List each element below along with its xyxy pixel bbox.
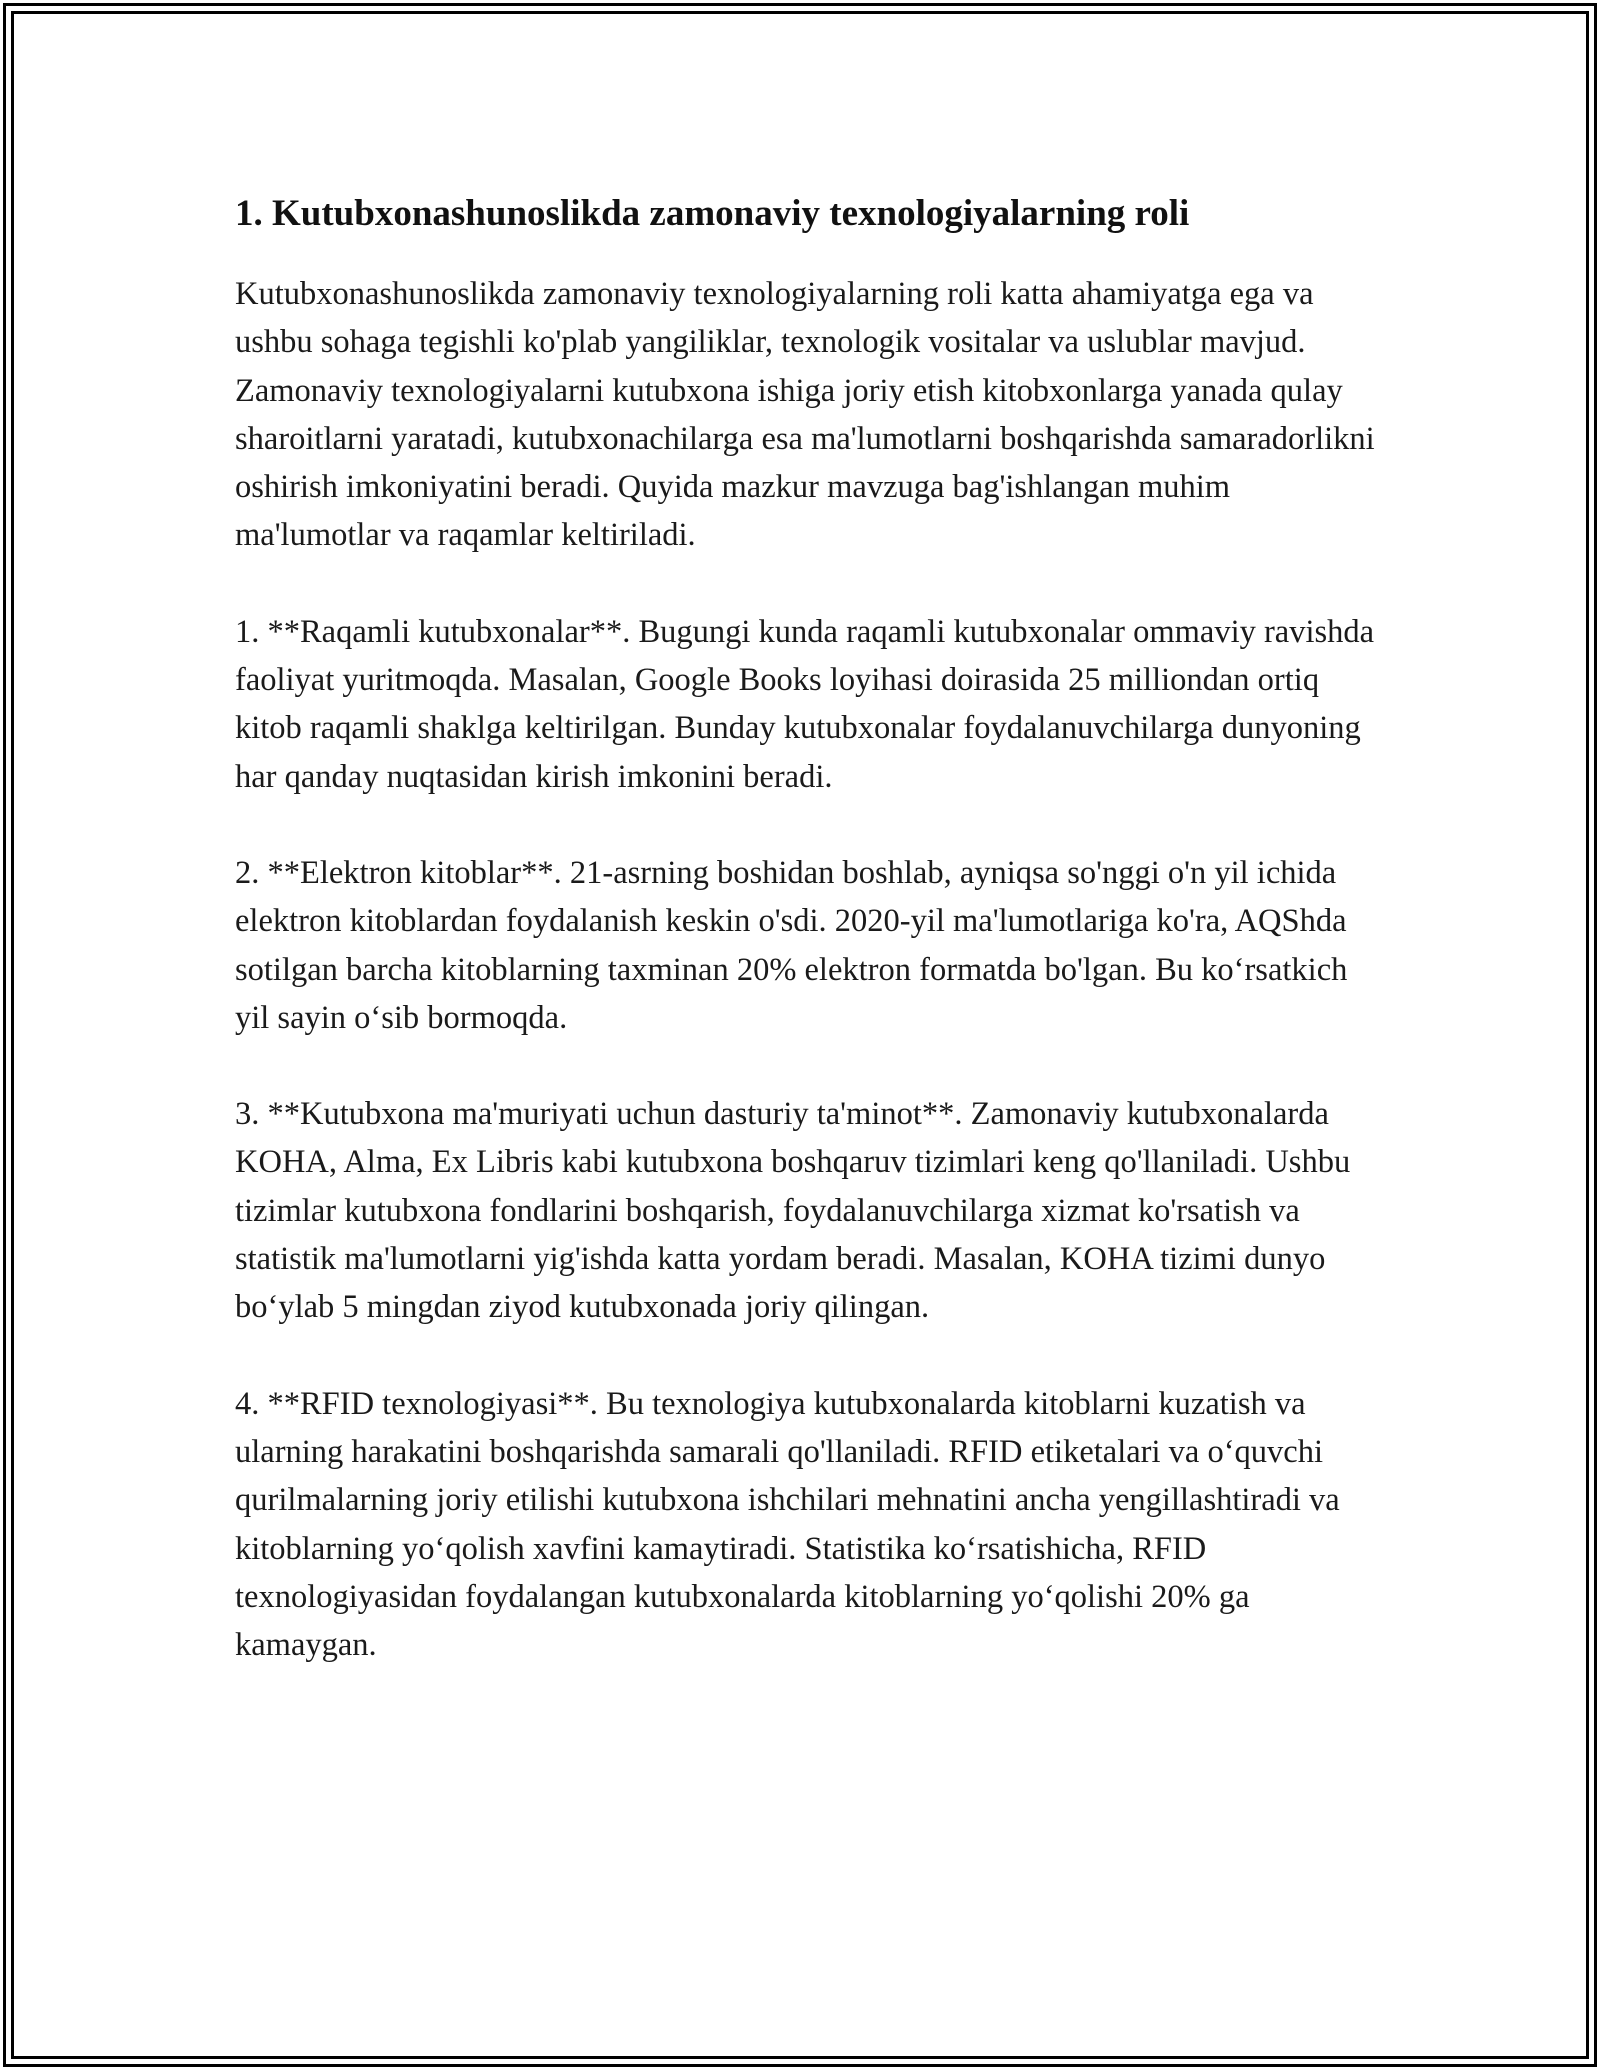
paragraph-library-software: 3. **Kutubxona ma'muriyati uchun dasturiy ta'minot**. Zamonaviy kutubxonalarda KOHA, Alma, Ex Libris kabi kutubxona boshqaruv tizimlari keng qo'llaniladi. Ushbu tizimlar kutubxona fondlarini boshqarish, foydalanuvchilarga xizmat ko'rsatish va statistik ma'lumotlarni yig'ishda katta yordam beradi. Masalan, KOHA tizimi dunyo bo‘ylab 5 mingdan ziyod kutubxonada joriy qilingan. [235, 1096, 1351, 1326]
paragraph-electronic-books: 2. **Elektron kitoblar**. 21-asrning boshidan boshlab, ayniqsa so'nggi o'n yil ichida elektron kitoblardan foydalanish keskin o'sdi. 2020-yil ma'lumotlariga ko'ra, AQShda sotilgan barcha kitoblarning taxminan 20% elektron formatda bo'lgan. Bu ko‘rsatkich yil sayin o‘sib bormoqda. [235, 854, 1348, 1036]
section-heading: 1. Kutubxonashunoslikda zamonaviy texnologiyalarning roli [235, 193, 1190, 234]
intro-paragraph: Kutubxonashunoslikda zamonaviy texnologiyalarning roli katta ahamiyatga ega va ushbu sohaga tegishli ko'plab yangiliklar, texnologik vositalar va uslublar mavjud. Zamonaviy texnologiyalarni kutubxona ishiga joriy etish kitobxonlarga yanada qulay sharoitlarni yaratadi, kutubxonachilarga esa ma'lumotlarni boshqarishda samaradorlikni oshirish imkoniyatini beradi. Quyida mazkur mavzuga bag'ishlangan muhim ma'lumotlar va raqamlar keltiriladi. [235, 276, 1375, 554]
paragraph-rfid-technology: 4. **RFID texnologiyasi**. Bu texnologiya kutubxonalarda kitoblarni kuzatish va ularning harakatini boshqarishda samarali qo'llaniladi. RFID etiketalari va o‘quvchi qurilmalarning joriy etilishi kutubxona ishchilari mehnatini ancha yengillashtiradi va kitoblarning yo‘qolish xavfini kamaytiradi. Statistika ko‘rsatishicha, RFID texnologiyasidan foydalangan kutubxonalarda kitoblarning yo‘qolishi 20% ga kamaygan. [235, 1385, 1340, 1664]
document-body [235, 188, 1375, 1717]
paragraph-digital-libraries: 1. **Raqamli kutubxonalar**. Bugungi kunda raqamli kutubxonalar ommaviy ravishda faoliyat yuritmoqda. Masalan, Google Books loyihasi doirasida 25 milliondan ortiq kitob raqamli shaklga keltirilgan. Bunday kutubxonalar foydalanuvchilarga dunyoning har qanday nuqtasidan kirish imkonini beradi. [235, 613, 1375, 795]
